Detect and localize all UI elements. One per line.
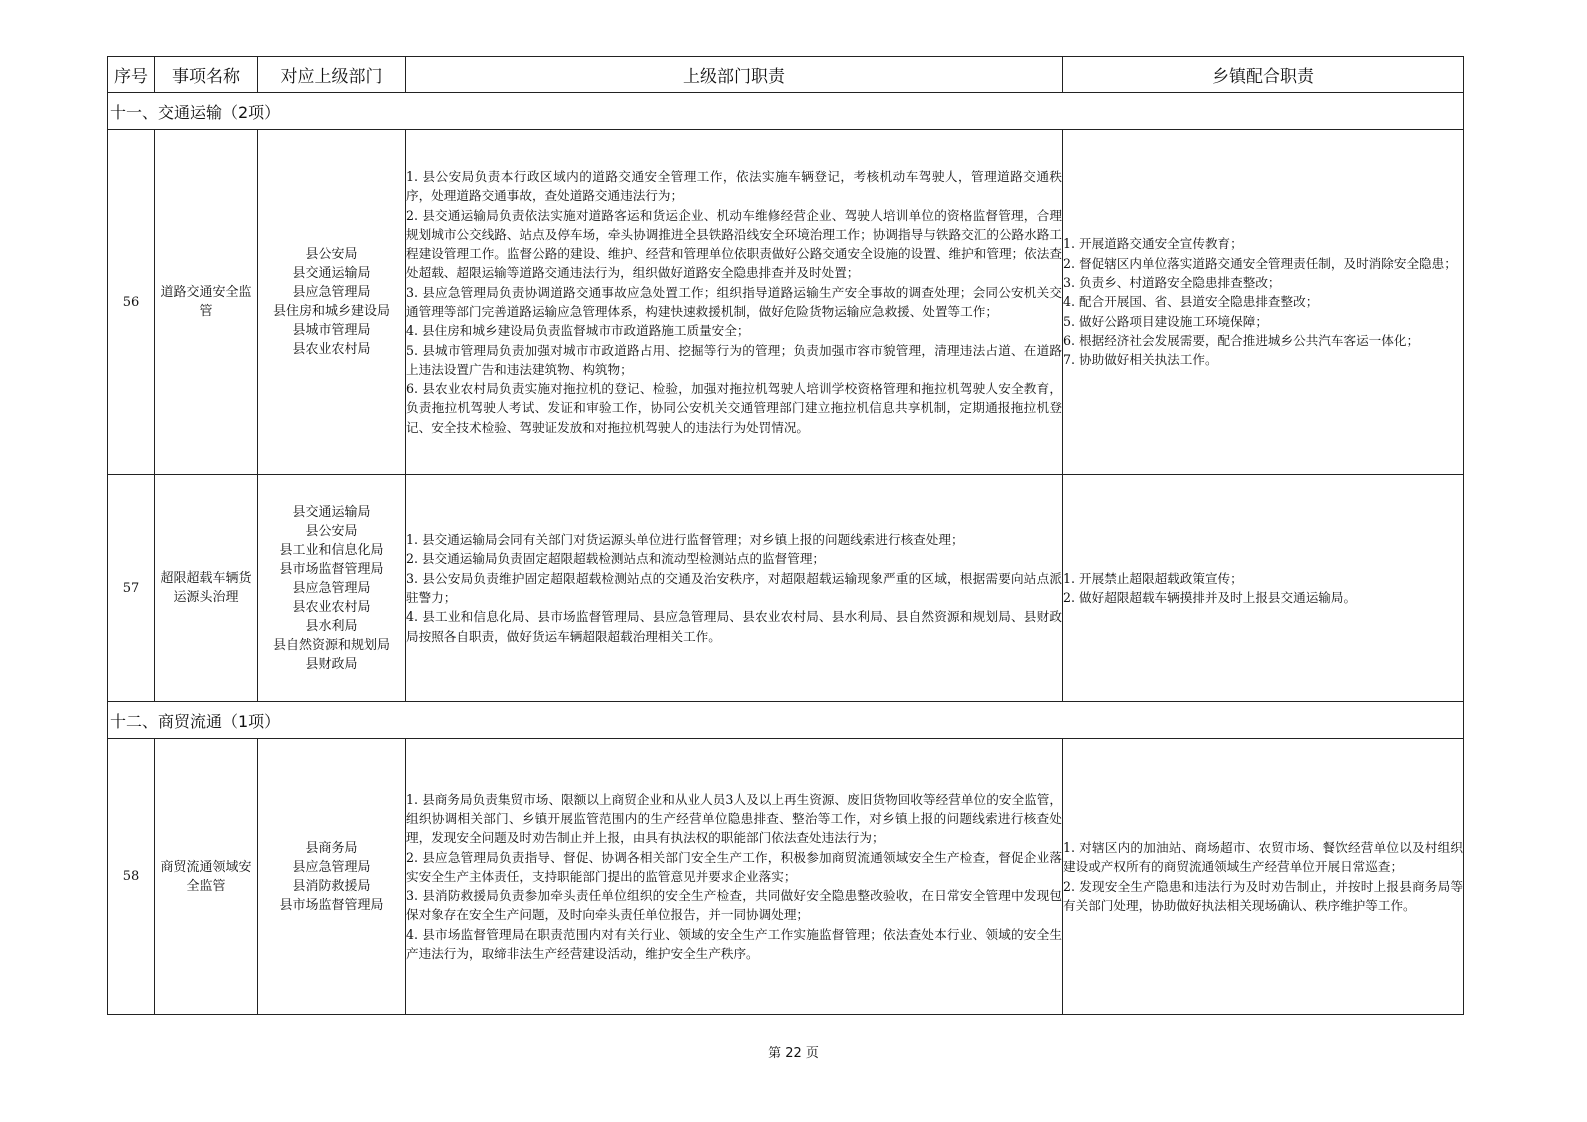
duty-item: 3. 县公安局负责维护固定超限超载检测站点的交通及治安秩序，对超限超载运输现象严重的区域，根据需要向站点派驻警力； [406, 570, 1062, 605]
row-town-duty [1063, 475, 1464, 702]
row-dept-list [258, 739, 406, 1015]
page-number: 第 22 页 [768, 1046, 819, 1061]
table-row [108, 475, 1464, 702]
row-item-name: 商贸流通领域安全监管 [155, 739, 258, 1015]
duty-item: 2. 做好超限超载车辆摸排并及时上报县交通运输局。 [1063, 590, 1357, 605]
duty-item: 1. 开展道路交通安全宣传教育； [1063, 236, 1243, 252]
dept-item: 县商务局 [305, 840, 358, 856]
header-dept: 对应上级部门 [258, 57, 406, 93]
duty-item: 1. 对辖区内的加油站、商场超市、农贸市场、餐饮经营单位以及村组织建设或产权所有的商贸流通领域生产经营单位开展日常巡查； [1063, 839, 1463, 875]
dept-item: 县城市管理局 [292, 323, 371, 338]
dept-item: 县农业农村局 [292, 342, 371, 357]
duty-item: 4. 县市场监督管理局在职责范围内对有关行业、领域的安全生产工作实施监督管理；依法查处本行业、领域的安全生产违法行为，取缔非法生产经营建设活动，维护安全生产秩序。 [406, 926, 1062, 962]
header-row [108, 57, 1464, 93]
duty-item: 2. 县交通运输局负责依法实施对道路客运和货运企业、机动车维修经营企业、驾驶人培训单位的资格监督管理，合理规划城市公交线路、站点及停车场，牵头协调推进全县铁路沿线安全环境治理工作；协调指导与铁路交汇的公路水路工程建设管理工作。监督公路的建设、维护、经营和管理单位依职责做好公路交通安全设施的设置、维护和管理；依法查处超载、超限运输等道路交通违法行为，组织做好道路安全隐患排查并及时处置； [406, 207, 1062, 281]
duty-item: 5. 县城市管理局负责加强对城市市政道路占用、挖掘等行为的管理；负责加强市容市貌管理，清理违法占道、在道路上违法设置广告和违法建筑物、构筑物； [406, 342, 1062, 377]
row-item-name: 道路交通安全监管 [155, 130, 258, 475]
row-town-duty [1063, 739, 1464, 1015]
duty-item: 6. 县农业农村局负责实施对拖拉机的登记、检验，加强对拖拉机驾驶人培训学校资格管理和拖拉机驾驶人安全教育，负责拖拉机驾驶人考试、发证和审验工作，协同公安机关交通管理部门建立拖拉机信息共享机制，定期通报拖拉机登记、安全技术检验、驾驶证发放和对拖拉机驾驶人的违法行为处罚情况。 [406, 381, 1062, 435]
row-seq: 56 [108, 130, 155, 475]
dept-item: 县工业和信息化局 [279, 542, 384, 558]
row-item-name: 超限超载车辆货运源头治理 [155, 475, 258, 702]
duty-item: 2. 督促辖区内单位落实道路交通安全管理责任制，及时消除安全隐患； [1063, 255, 1457, 271]
dept-item: 县公安局 [305, 523, 358, 539]
duty-item: 3. 县消防救援局负责参加牵头责任单位组织的安全生产检查，共同做好安全隐患整改验收，在日常安全管理中发现包保对象存在安全生产问题，及时向牵头责任单位报告，并一同协调处理； [406, 888, 1062, 923]
duty-item: 2. 县交通运输局负责固定超限超载检测站点和流动型检测站点的监督管理； [406, 551, 826, 567]
row-dept-list [258, 475, 406, 702]
duty-table [107, 56, 1464, 1015]
duty-item: 3. 负责乡、村道路安全隐患排查整改； [1063, 275, 1281, 291]
dept-item: 县公安局 [305, 247, 358, 262]
row-town-duty [1063, 130, 1464, 475]
dept-item: 县水利局 [305, 618, 358, 634]
header-seq: 序号 [108, 57, 155, 93]
duty-item: 5. 做好公路项目建设施工环境保障； [1063, 313, 1268, 329]
duty-item: 1. 开展禁止超限超载政策宣传； [1063, 570, 1243, 586]
dept-item: 县应急管理局 [292, 580, 371, 596]
row-seq: 57 [108, 475, 155, 702]
duty-item: 4. 县工业和信息化局、县市场监督管理局、县应急管理局、县农业农村局、县水利局、县自然资源和规划局、县财政局按照各自职责，做好货运车辆超限超载治理相关工作。 [406, 609, 1062, 644]
dept-item: 县自然资源和规划局 [272, 637, 390, 653]
duty-item: 6. 根据经济社会发展需要，配合推进城乡公共汽车客运一体化； [1063, 332, 1420, 348]
duty-item: 2. 发现安全生产隐患和违法行为及时劝告制止，并按时上报县商务局等有关部门处理，协助做好执法相关现场确认、秩序维护等工作。 [1063, 878, 1463, 913]
dept-item: 县应急管理局 [292, 285, 371, 300]
duty-item: 1. 县公安局负责本行政区域内的道路交通安全管理工作，依法实施车辆登记，考核机动车驾驶人，管理道路交通秩序，处理道路交通事故，查处道路交通违法行为； [406, 168, 1062, 204]
section-title: 十一、交通运输（2项） [108, 93, 1464, 130]
section-row [108, 93, 1464, 130]
section-row [108, 702, 1464, 739]
header-item-name: 事项名称 [155, 57, 258, 93]
row-seq: 58 [108, 739, 155, 1015]
duty-item: 3. 县应急管理局负责协调道路交通事故应急处置工作；组织指导道路运输生产安全事故的调查处理；会同公安机关交通管理等部门完善道路运输应急管理体系，构建快速救援机制，做好危险货物运输应急救援、处置等工作； [406, 284, 1062, 319]
header-town-duty: 乡镇配合职责 [1063, 57, 1464, 93]
duty-item: 1. 县交通运输局会同有关部门对货运源头单位进行监督管理；对乡镇上报的问题线索进行核查处理； [406, 532, 964, 548]
duty-item: 4. 县住房和城乡建设局负责监督城市市政道路施工质量安全； [406, 323, 750, 339]
duty-item: 2. 县应急管理局负责指导、督促、协调各相关部门安全生产工作，积极参加商贸流通领域安全生产检查，督促企业落实安全生产主体责任，支持职能部门提出的监管意见并要求企业落实； [406, 849, 1062, 884]
row-dept-list [258, 130, 406, 475]
row-upper-duty [406, 130, 1063, 475]
duty-item: 1. 县商务局负责集贸市场、限额以上商贸企业和从业人员3人及以上再生资源、废旧货物回收等经营单位的安全监管，组织协调相关部门、乡镇开展监管范围内的生产经营单位隐患排查、整治等工作，对乡镇上报的问题线索进行核查处理，发现安全问题及时劝告制止并上报，由具有执法权的职能部门依法查处违法行为； [406, 791, 1062, 846]
table-row [108, 739, 1464, 1015]
dept-item: 县市场监督管理局 [279, 897, 384, 913]
row-upper-duty [406, 739, 1063, 1015]
dept-item: 县市场监督管理局 [279, 561, 384, 577]
duty-item: 4. 配合开展国、省、县道安全隐患排查整改； [1063, 294, 1319, 310]
header-upper-duty: 上级部门职责 [406, 57, 1063, 93]
table-row [108, 130, 1464, 475]
dept-item: 县消防救援局 [292, 878, 371, 894]
duty-item: 7. 协助做好相关执法工作。 [1063, 352, 1218, 368]
dept-item: 县财政局 [305, 656, 358, 672]
section-title: 十二、商贸流通（1项） [108, 702, 1464, 739]
dept-item: 县交通运输局 [292, 504, 371, 520]
dept-item: 县应急管理局 [292, 859, 371, 875]
dept-item: 县交通运输局 [292, 266, 371, 281]
dept-item: 县住房和城乡建设局 [272, 304, 390, 319]
dept-item: 县农业农村局 [292, 599, 371, 615]
row-upper-duty [406, 475, 1063, 702]
